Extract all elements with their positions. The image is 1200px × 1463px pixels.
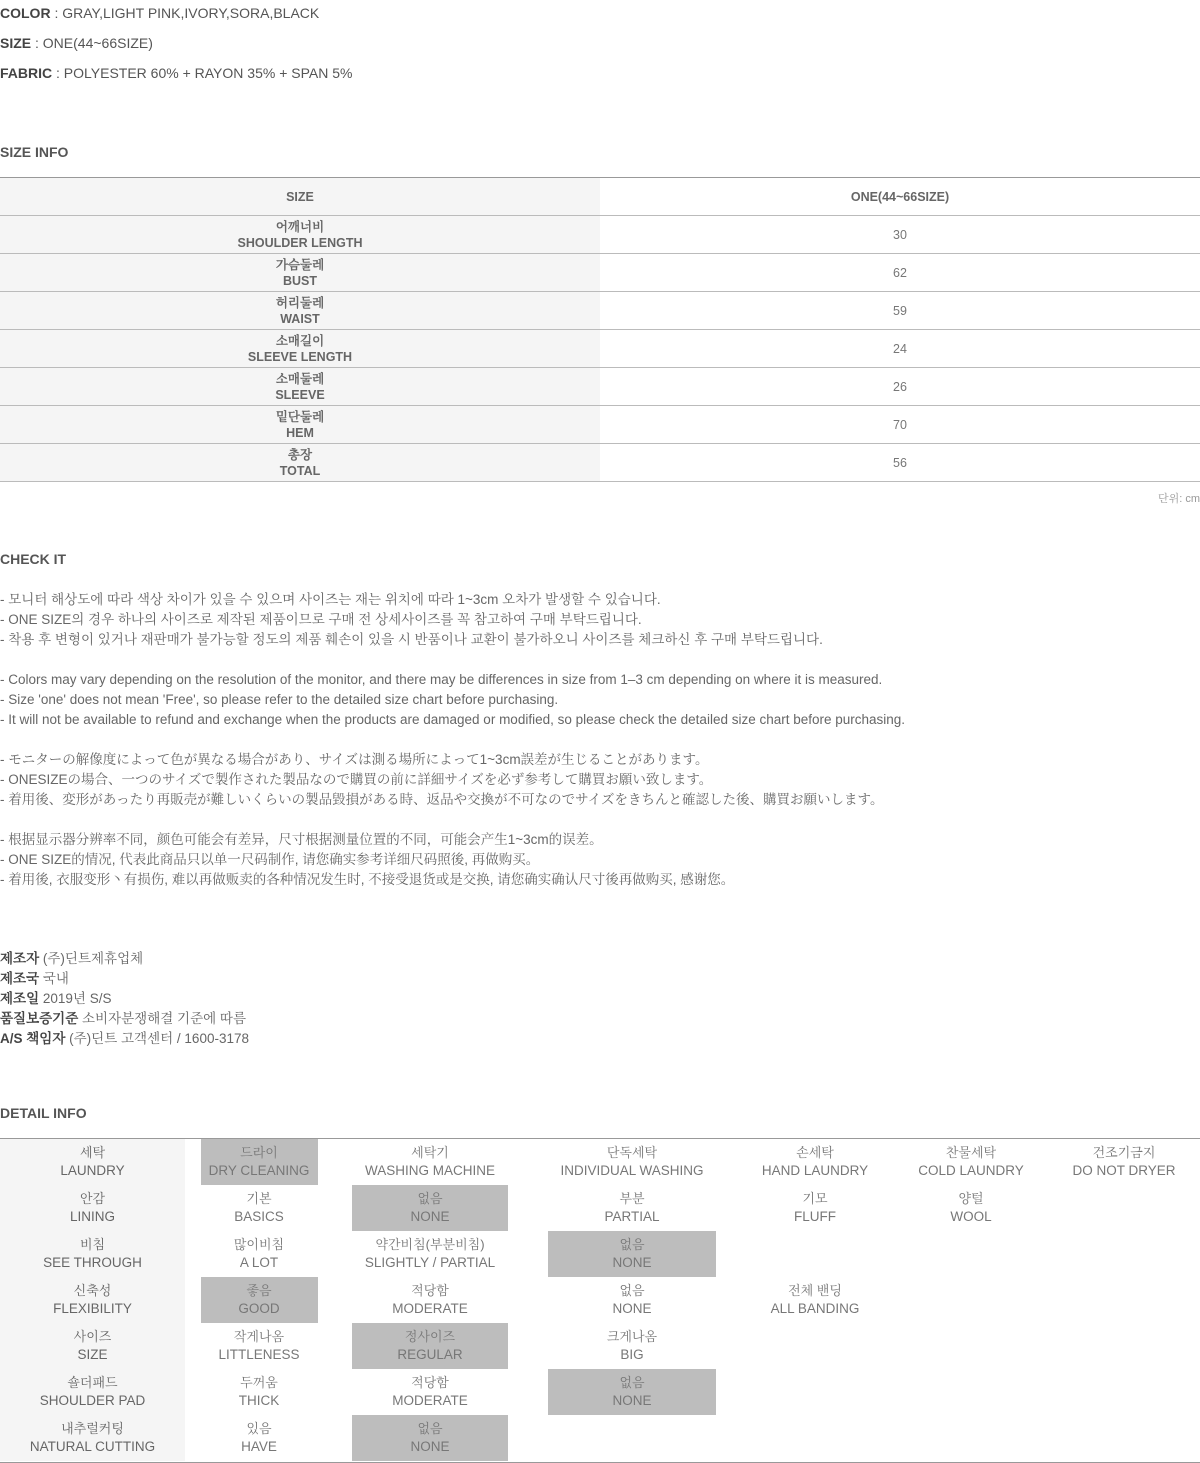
detail-option (548, 1185, 716, 1231)
size-row-label (0, 254, 600, 291)
size-label: SIZE (0, 35, 32, 51)
detail-option-selected (548, 1369, 716, 1415)
check-line: - モニターの解像度によって色が異なる場合があり、サイズは測る場所によって1~3cm誤差が生じることがあります。 (0, 752, 709, 767)
detail-option-en: DRY CLEANING (208, 1163, 310, 1178)
detail-row-head-ko: 신축성 (73, 1283, 112, 1298)
detail-option-en: DO NOT DRYER (1072, 1163, 1176, 1178)
detail-option-ko: 없음 (417, 1191, 443, 1206)
detail-row-head-ko: 비침 (79, 1237, 106, 1252)
detail-option-selected (201, 1277, 318, 1323)
check-line: - ONE SIZE的情况, 代表此商品只以单一尺码制作, 请您确实参考详细尺码照後, 再做购买。 (0, 852, 540, 867)
detail-option-en: BIG (620, 1347, 644, 1362)
maker-value: 소비자분쟁해결 기준에 따름 (78, 1011, 246, 1026)
check-group (0, 830, 905, 890)
check-group (0, 750, 905, 810)
detail-option-ko: 크게나옴 (606, 1329, 658, 1344)
size-row-value: 59 (893, 303, 907, 318)
maker-label: 제조국 (0, 971, 40, 986)
detail-option-en: MODERATE (392, 1393, 468, 1408)
detail-row-head (0, 1369, 185, 1415)
detail-option-en: WOOL (950, 1209, 992, 1224)
detail-option-ko: 없음 (619, 1375, 645, 1390)
detail-option-en: INDIVIDUAL WASHING (560, 1163, 704, 1178)
maker-line (0, 1029, 249, 1049)
detail-row-head-en: SEE THROUGH (43, 1255, 142, 1270)
detail-row-head-ko: 안감 (79, 1191, 106, 1206)
detail-option-ko: 세탁기 (411, 1145, 449, 1160)
detail-option-ko: 전체 밴딩 (788, 1283, 842, 1298)
detail-option-en: GOOD (238, 1301, 280, 1316)
size-row-label (0, 444, 600, 481)
detail-row-head-en: SIZE (77, 1347, 108, 1362)
size-row-label-en: HEM (286, 425, 314, 440)
detail-row-head-en: NATURAL CUTTING (29, 1439, 156, 1454)
detail-row-head (0, 1415, 185, 1461)
detail-option-en: THICK (238, 1393, 280, 1408)
detail-option-en: MODERATE (392, 1301, 468, 1316)
size-row-value: 62 (893, 265, 907, 280)
detail-option-en: NONE (410, 1209, 450, 1224)
detail-option-ko: 기본 (246, 1191, 272, 1206)
detail-row-head-en: LAUNDRY (60, 1163, 125, 1178)
detail-row (0, 1369, 1200, 1415)
color-spec (0, 5, 319, 21)
size-table (0, 177, 1200, 482)
check-line: - ONE SIZE의 경우 하나의 사이즈로 제작된 제품이므로 구매 전 상세사이즈를 꼭 참고하여 구매 부탁드립니다. (0, 612, 642, 627)
detail-option-en: HAND LAUNDRY (761, 1163, 869, 1178)
size-table-row (0, 254, 1200, 292)
detail-option-en: NONE (410, 1439, 450, 1454)
detail-row-head (0, 1323, 185, 1369)
detail-option (750, 1139, 880, 1185)
detail-option-en: ALL BANDING (770, 1301, 860, 1316)
size-row-label-en: WAIST (280, 311, 320, 326)
detail-option-ko: 두꺼움 (240, 1375, 278, 1390)
detail-row (0, 1415, 1200, 1461)
check-line: - ONESIZEの場合、一つのサイズで製作された製品なので購買の前に詳細サイズを必ず参考して購買お願い致します。 (0, 772, 713, 787)
detail-option-selected (548, 1231, 716, 1277)
detail-option-en: FLUFF (794, 1209, 836, 1224)
size-row-value: 26 (893, 379, 907, 394)
detail-option-en: LITTLENESS (218, 1347, 300, 1362)
detail-option-ko: 드라이 (240, 1145, 278, 1160)
check-line: - 착용 후 변형이 있거나 재판매가 불가능할 정도의 제품 훼손이 있을 시 반품이나 교환이 불가하오니 사이즈를 체크하신 후 구매 부탁드립니다. (0, 632, 823, 647)
size-row-label-en: SHOULDER LENGTH (237, 235, 363, 250)
size-table-row (0, 444, 1200, 482)
detail-table (0, 1138, 1200, 1463)
detail-option-en: PARTIAL (604, 1209, 660, 1224)
detail-option-ko: 없음 (417, 1421, 443, 1436)
size-row-value: 70 (893, 417, 907, 432)
detail-option-selected (201, 1139, 318, 1185)
detail-option-en: COLD LAUNDRY (918, 1163, 1024, 1178)
detail-option-en: BASICS (234, 1209, 284, 1224)
detail-option-selected (352, 1415, 508, 1461)
detail-row (0, 1139, 1200, 1185)
size-info-title: SIZE INFO (0, 144, 69, 160)
size-table-row (0, 292, 1200, 330)
check-line: - 着用後, 衣服变形丶有损伤, 难以再做贩卖的各种情况发生时, 不接受退货或是交换, 请您确实确认尺寸後再做购买, 感谢您。 (0, 872, 735, 887)
size-row-label-ko: 어깨너비 (275, 219, 325, 234)
detail-option-en: NONE (612, 1301, 652, 1316)
maker-label: 품질보증기준 (0, 1011, 79, 1026)
detail-option-ko: 약간비침(부분비침) (375, 1237, 485, 1252)
size-header-label: SIZE (0, 178, 600, 215)
detail-option-ko: 작게나옴 (233, 1329, 285, 1344)
maker-value: (주)딘트 고객센터 / 1600-3178 (65, 1031, 249, 1046)
size-row-label (0, 330, 600, 367)
detail-row-head-en: SHOULDER PAD (39, 1393, 146, 1408)
size-row-label (0, 292, 600, 329)
maker-line (0, 969, 249, 989)
detail-row-head-ko: 내추럴커팅 (61, 1421, 124, 1436)
check-it-notes (0, 590, 905, 910)
check-group (0, 590, 905, 650)
detail-option-ko: 좋음 (246, 1283, 272, 1298)
size-row-label-ko: 소매길이 (275, 333, 325, 348)
size-row-label-ko: 허리둘레 (275, 295, 325, 310)
detail-option-ko: 적당함 (411, 1375, 449, 1390)
detail-option-selected (352, 1323, 508, 1369)
detail-option (906, 1185, 1036, 1231)
detail-option-ko: 손세탁 (796, 1145, 834, 1160)
detail-option-selected (352, 1185, 508, 1231)
maker-label: A/S 책임자 (0, 1031, 66, 1046)
detail-row-head-en: LINING (69, 1209, 115, 1224)
detail-option-ko: 부분 (619, 1191, 645, 1206)
detail-row-head (0, 1185, 185, 1231)
size-table-row (0, 216, 1200, 254)
detail-option-ko: 많이비침 (233, 1237, 285, 1252)
detail-row-head (0, 1139, 185, 1185)
detail-row (0, 1231, 1200, 1277)
detail-option (201, 1185, 318, 1231)
check-line: - Size 'one' does not mean 'Free', so please refer to the detailed size chart before purchasing. (0, 692, 559, 707)
size-row-label (0, 368, 600, 405)
detail-option (352, 1139, 508, 1185)
detail-option-en: SLIGHTLY / PARTIAL (364, 1255, 496, 1270)
detail-option (548, 1277, 716, 1323)
size-row-label-en: TOTAL (279, 463, 321, 478)
size-table-header (0, 178, 1200, 216)
detail-info-title: DETAIL INFO (0, 1105, 87, 1121)
size-row-label-en: SLEEVE LENGTH (247, 349, 353, 364)
detail-option-en: A LOT (239, 1255, 279, 1270)
detail-option-ko: 정사이즈 (404, 1329, 456, 1344)
maker-value: (주)딘트제휴업체 (39, 951, 144, 966)
size-row-value: 56 (893, 455, 907, 470)
detail-option-en: REGULAR (397, 1347, 463, 1362)
size-row-value: 30 (893, 227, 907, 242)
size-row-label (0, 406, 600, 443)
color-value: : GRAY,LIGHT PINK,IVORY,SORA,BLACK (50, 5, 320, 21)
detail-option (201, 1323, 318, 1369)
detail-option (201, 1231, 318, 1277)
size-table-row (0, 368, 1200, 406)
detail-option-en: NONE (612, 1255, 652, 1270)
detail-row-head-ko: 숄더패드 (67, 1375, 118, 1390)
size-row-label-ko: 총장 (287, 447, 313, 462)
detail-option-ko: 기모 (802, 1191, 828, 1206)
detail-option-ko: 단독세탁 (606, 1145, 658, 1160)
check-line: - 着用後、変形があったり再販売が難しいくらいの製品毀損がある時、返品や交換が不可なのでサイズをきちんと確認した後、購買お願いします。 (0, 792, 884, 807)
size-row-label-ko: 가슴둘레 (275, 257, 325, 272)
detail-option (750, 1185, 880, 1231)
check-it-title: CHECK IT (0, 551, 67, 567)
detail-option-ko: 양털 (958, 1191, 984, 1206)
detail-row-head-ko: 세탁 (79, 1145, 106, 1160)
detail-option (201, 1415, 318, 1461)
size-value: : ONE(44~66SIZE) (31, 35, 153, 51)
detail-option (352, 1231, 508, 1277)
detail-row (0, 1185, 1200, 1231)
detail-option (201, 1369, 318, 1415)
maker-line (0, 989, 249, 1009)
check-line: - Colors may vary depending on the resolution of the monitor, and there may be differences in size from 1–3 cm depending on where it is measured. (0, 672, 883, 687)
maker-line (0, 1009, 249, 1029)
maker-label: 제조자 (0, 951, 40, 966)
detail-option-ko: 건조기금지 (1092, 1145, 1156, 1160)
detail-option (750, 1277, 880, 1323)
detail-row-head (0, 1277, 185, 1323)
size-row-label-en: BUST (282, 273, 318, 288)
detail-option-ko: 적당함 (411, 1283, 449, 1298)
detail-row-head-ko: 사이즈 (73, 1329, 112, 1344)
detail-option-ko: 없음 (619, 1283, 645, 1298)
detail-option-en: NONE (612, 1393, 652, 1408)
detail-option-en: WASHING MACHINE (364, 1163, 495, 1178)
maker-value: 2019년 S/S (39, 991, 112, 1006)
size-row-value: 24 (893, 341, 907, 356)
size-row-label (0, 216, 600, 253)
unit-note: 단위: cm (1157, 493, 1200, 505)
maker-line (0, 949, 249, 969)
check-line: - 모니터 해상도에 따라 색상 차이가 있을 수 있으며 사이즈는 재는 위치에 따라 1~3cm 오차가 발생할 수 있습니다. (0, 592, 661, 607)
detail-option (548, 1139, 716, 1185)
detail-row (0, 1323, 1200, 1369)
fabric-label: FABRIC (0, 65, 53, 81)
size-table-row (0, 406, 1200, 444)
detail-option-ko: 있음 (246, 1421, 272, 1436)
detail-row-head-en: FLEXIBILITY (53, 1301, 132, 1316)
size-row-label-en: SLEEVE (275, 387, 325, 402)
detail-option (1059, 1139, 1189, 1185)
size-table-row (0, 330, 1200, 368)
color-label: COLOR (0, 5, 51, 21)
detail-option (352, 1369, 508, 1415)
detail-option (548, 1323, 716, 1369)
detail-row (0, 1277, 1200, 1323)
detail-option (352, 1277, 508, 1323)
fabric-value: : POLYESTER 60% + RAYON 35% + SPAN 5% (52, 65, 353, 81)
check-line: - It will not be available to refund and exchange when the products are damaged or modified, so please check the detailed size chart before purchasing. (0, 712, 906, 727)
check-group (0, 670, 905, 730)
size-row-label-ko: 소매둘레 (275, 371, 325, 386)
detail-option (906, 1139, 1036, 1185)
detail-option-ko: 없음 (619, 1237, 645, 1252)
detail-option-en: HAVE (241, 1439, 277, 1454)
maker-value: 국내 (39, 971, 69, 986)
size-spec (0, 35, 153, 51)
size-header-value: ONE(44~66SIZE) (850, 189, 950, 204)
maker-info (0, 949, 249, 1049)
size-row-label-ko: 밑단둘레 (275, 409, 325, 424)
maker-label: 제조일 (0, 991, 40, 1006)
fabric-spec (0, 65, 352, 81)
detail-row-head (0, 1231, 185, 1277)
check-line: - 根据显示器分辨率不同，颜色可能会有差异，尺寸根据测量位置的不同，可能会产生1~3cm的误差。 (0, 832, 603, 847)
detail-option-ko: 찬물세탁 (945, 1145, 997, 1160)
